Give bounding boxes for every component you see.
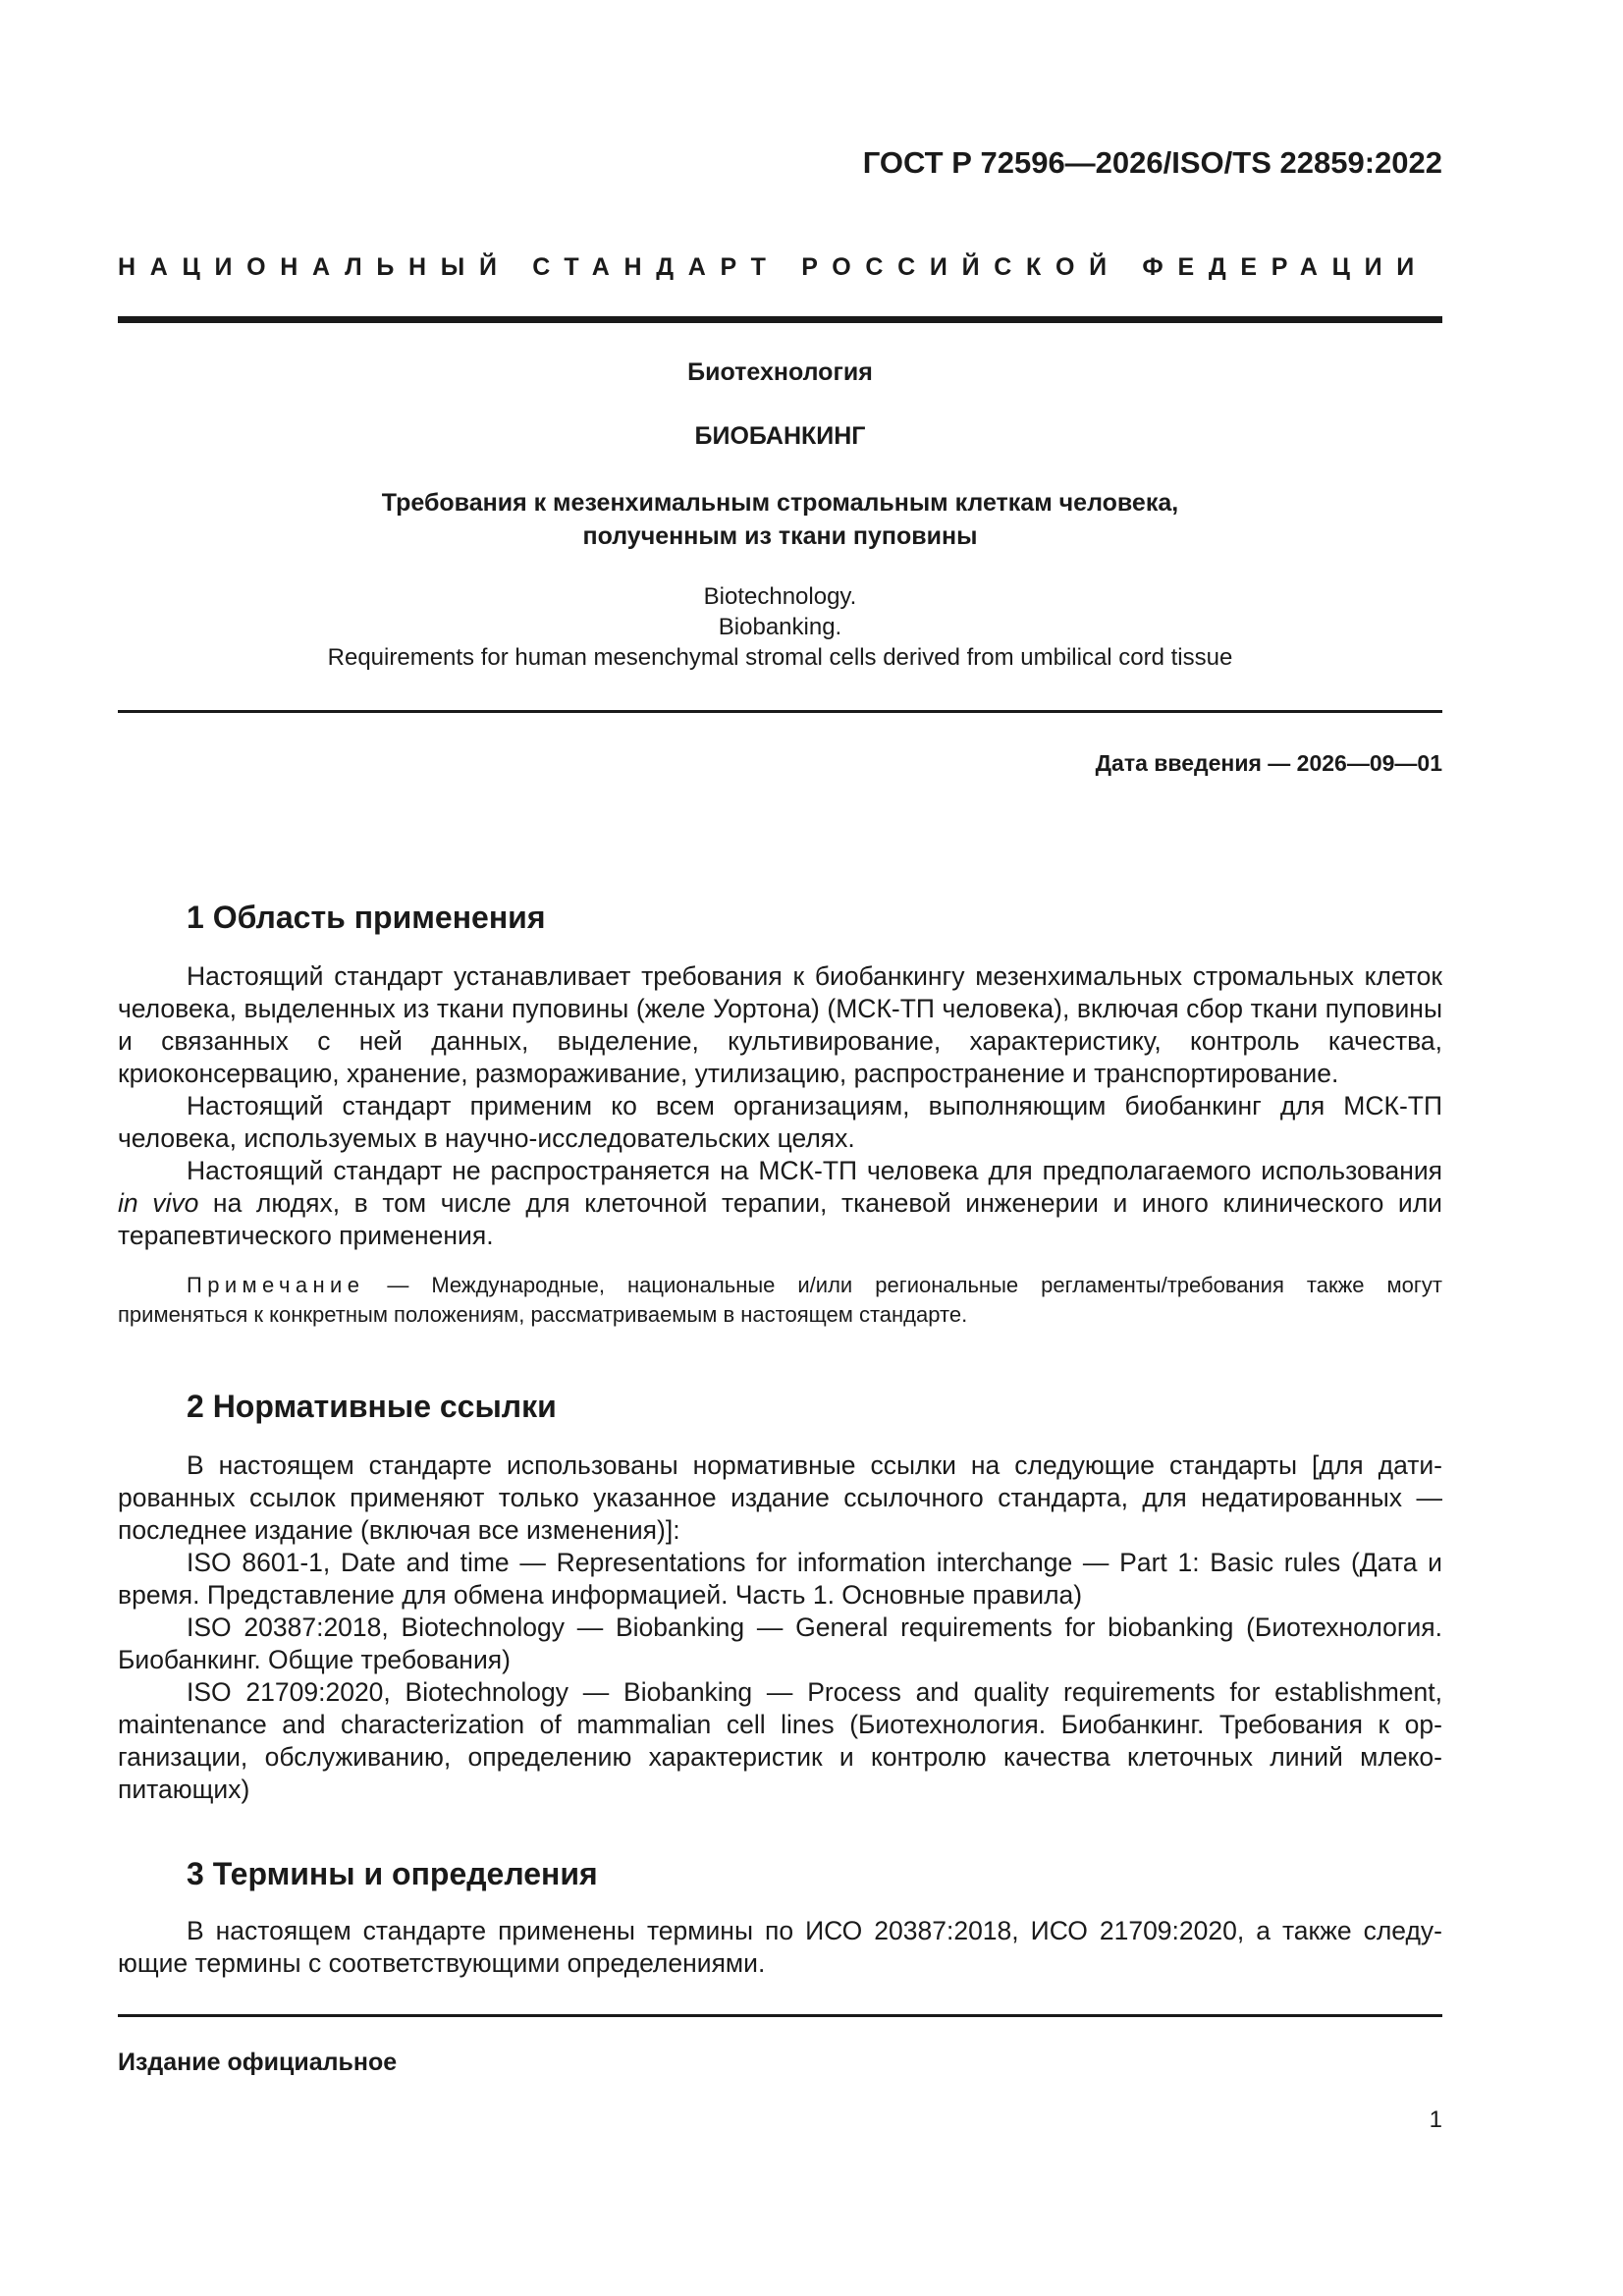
title-en-line2: Biobanking. (718, 614, 842, 640)
footer-divider (118, 2014, 1442, 2017)
section-3-paragraph-1: В настоящем стандарте применены термины по ИСО 20387:2018, ИСО 21709:2020, а также следующие термины с соответствующими определениями. (118, 1916, 1442, 1978)
p3-text-end: на людях, в том числе для клеточной терапии, тканевой инженерии и иного клинического или терапевтического применения. (118, 1188, 1442, 1250)
reference-iso-21709: ISO 21709:2020, Biotechnology — Biobanking — Process and quality requirements for establishment, maintenance and characterization of mammalian cell lines (Биотехнология. Биобанкинг. Требования к организации, обслуживанию, определению характеристик и контролю качества клеточных линий млекопитающих) (118, 1677, 1442, 1804)
note-text: — Международные, национальные и/или региональные регламенты/требования также могут применяться к конкретным положениям, рассматриваемым в настоящем стандарте. (118, 1273, 1442, 1327)
title-divider (118, 710, 1442, 713)
title-subject: БИОБАНКИНГ (694, 422, 866, 450)
introduction-date: Дата введения — 2026—09—01 (1095, 750, 1442, 776)
title-main-line1: Требования к мезенхимальным стромальным клеткам человека, (381, 489, 1179, 517)
section-1-note (118, 1271, 1442, 1330)
section-1-heading: 1 Область применения (187, 900, 546, 935)
section-1-paragraph-1: Настоящий стандарт устанавливает требования к биобанкингу мезенхимальных стромальных клеток человека, выделенных из ткани пуповины (желе Уортона) (МСК-ТП человека), включая сбор ткани пуповины и связанных с ней данных, выделение, культивирование, характеристику, контроль качества, криоконсервацию, хранение, размораживание, утилизацию, распространение и транспортирование. (118, 961, 1442, 1088)
national-standard-banner: НАЦИОНАЛЬНЫЙ СТАНДАРТ РОССИЙСКОЙ ФЕДЕРАЦИИ (118, 253, 1429, 281)
reference-iso-20387: ISO 20387:2018, Biotechnology — Biobanking — General requirements for biobanking (Биотехнология. Биобанкинг. Общие требования) (118, 1613, 1442, 1674)
p3-italic-term: in vivo (118, 1188, 199, 1218)
document-number: ГОСТ Р 72596—2026/ISO/TS 22859:2022 (862, 145, 1442, 180)
p3-text-start: Настоящий стандарт не распространяется на МСК-ТП человека для предполагаемого использования (187, 1156, 1442, 1185)
title-en-line1: Biotechnology. (703, 583, 857, 610)
title-main (118, 486, 1442, 553)
section-1-paragraph-2: Настоящий стандарт применим ко всем организациям, выполняющим биобанкинг для МСК-ТП человека, используемых в научно-исследовательских целях. (118, 1091, 1442, 1153)
official-edition-label: Издание официальное (118, 2049, 398, 2076)
title-en-line3: Requirements for human mesenchymal stromal cells derived from umbilical cord tissue (327, 644, 1233, 671)
reference-iso-8601: ISO 8601-1, Date and time — Representations for information interchange — Part 1: Basic rules (Дата и время. Представление для обмена информацией. Часть 1. Основные правила) (118, 1548, 1442, 1610)
section-2-heading: 2 Нормативные ссылки (187, 1389, 557, 1424)
title-english (118, 581, 1442, 673)
section-3-heading: 3 Термины и определения (187, 1856, 598, 1891)
title-field: Биотехнология (687, 358, 873, 386)
section-2-paragraph-1: В настоящем стандарте использованы нормативные ссылки на следующие стандарты [для датированных ссылок применяют только указанное издание ссылочного стандарта, для недатированных — последнее издание (включая все изменения)]: (118, 1450, 1442, 1545)
note-label: Примечание (187, 1273, 365, 1297)
top-divider (118, 316, 1442, 323)
title-main-line2: полученным из ткани пуповины (582, 522, 978, 550)
section-1-paragraph-3 (118, 1155, 1442, 1252)
page-number: 1 (1429, 2106, 1442, 2133)
